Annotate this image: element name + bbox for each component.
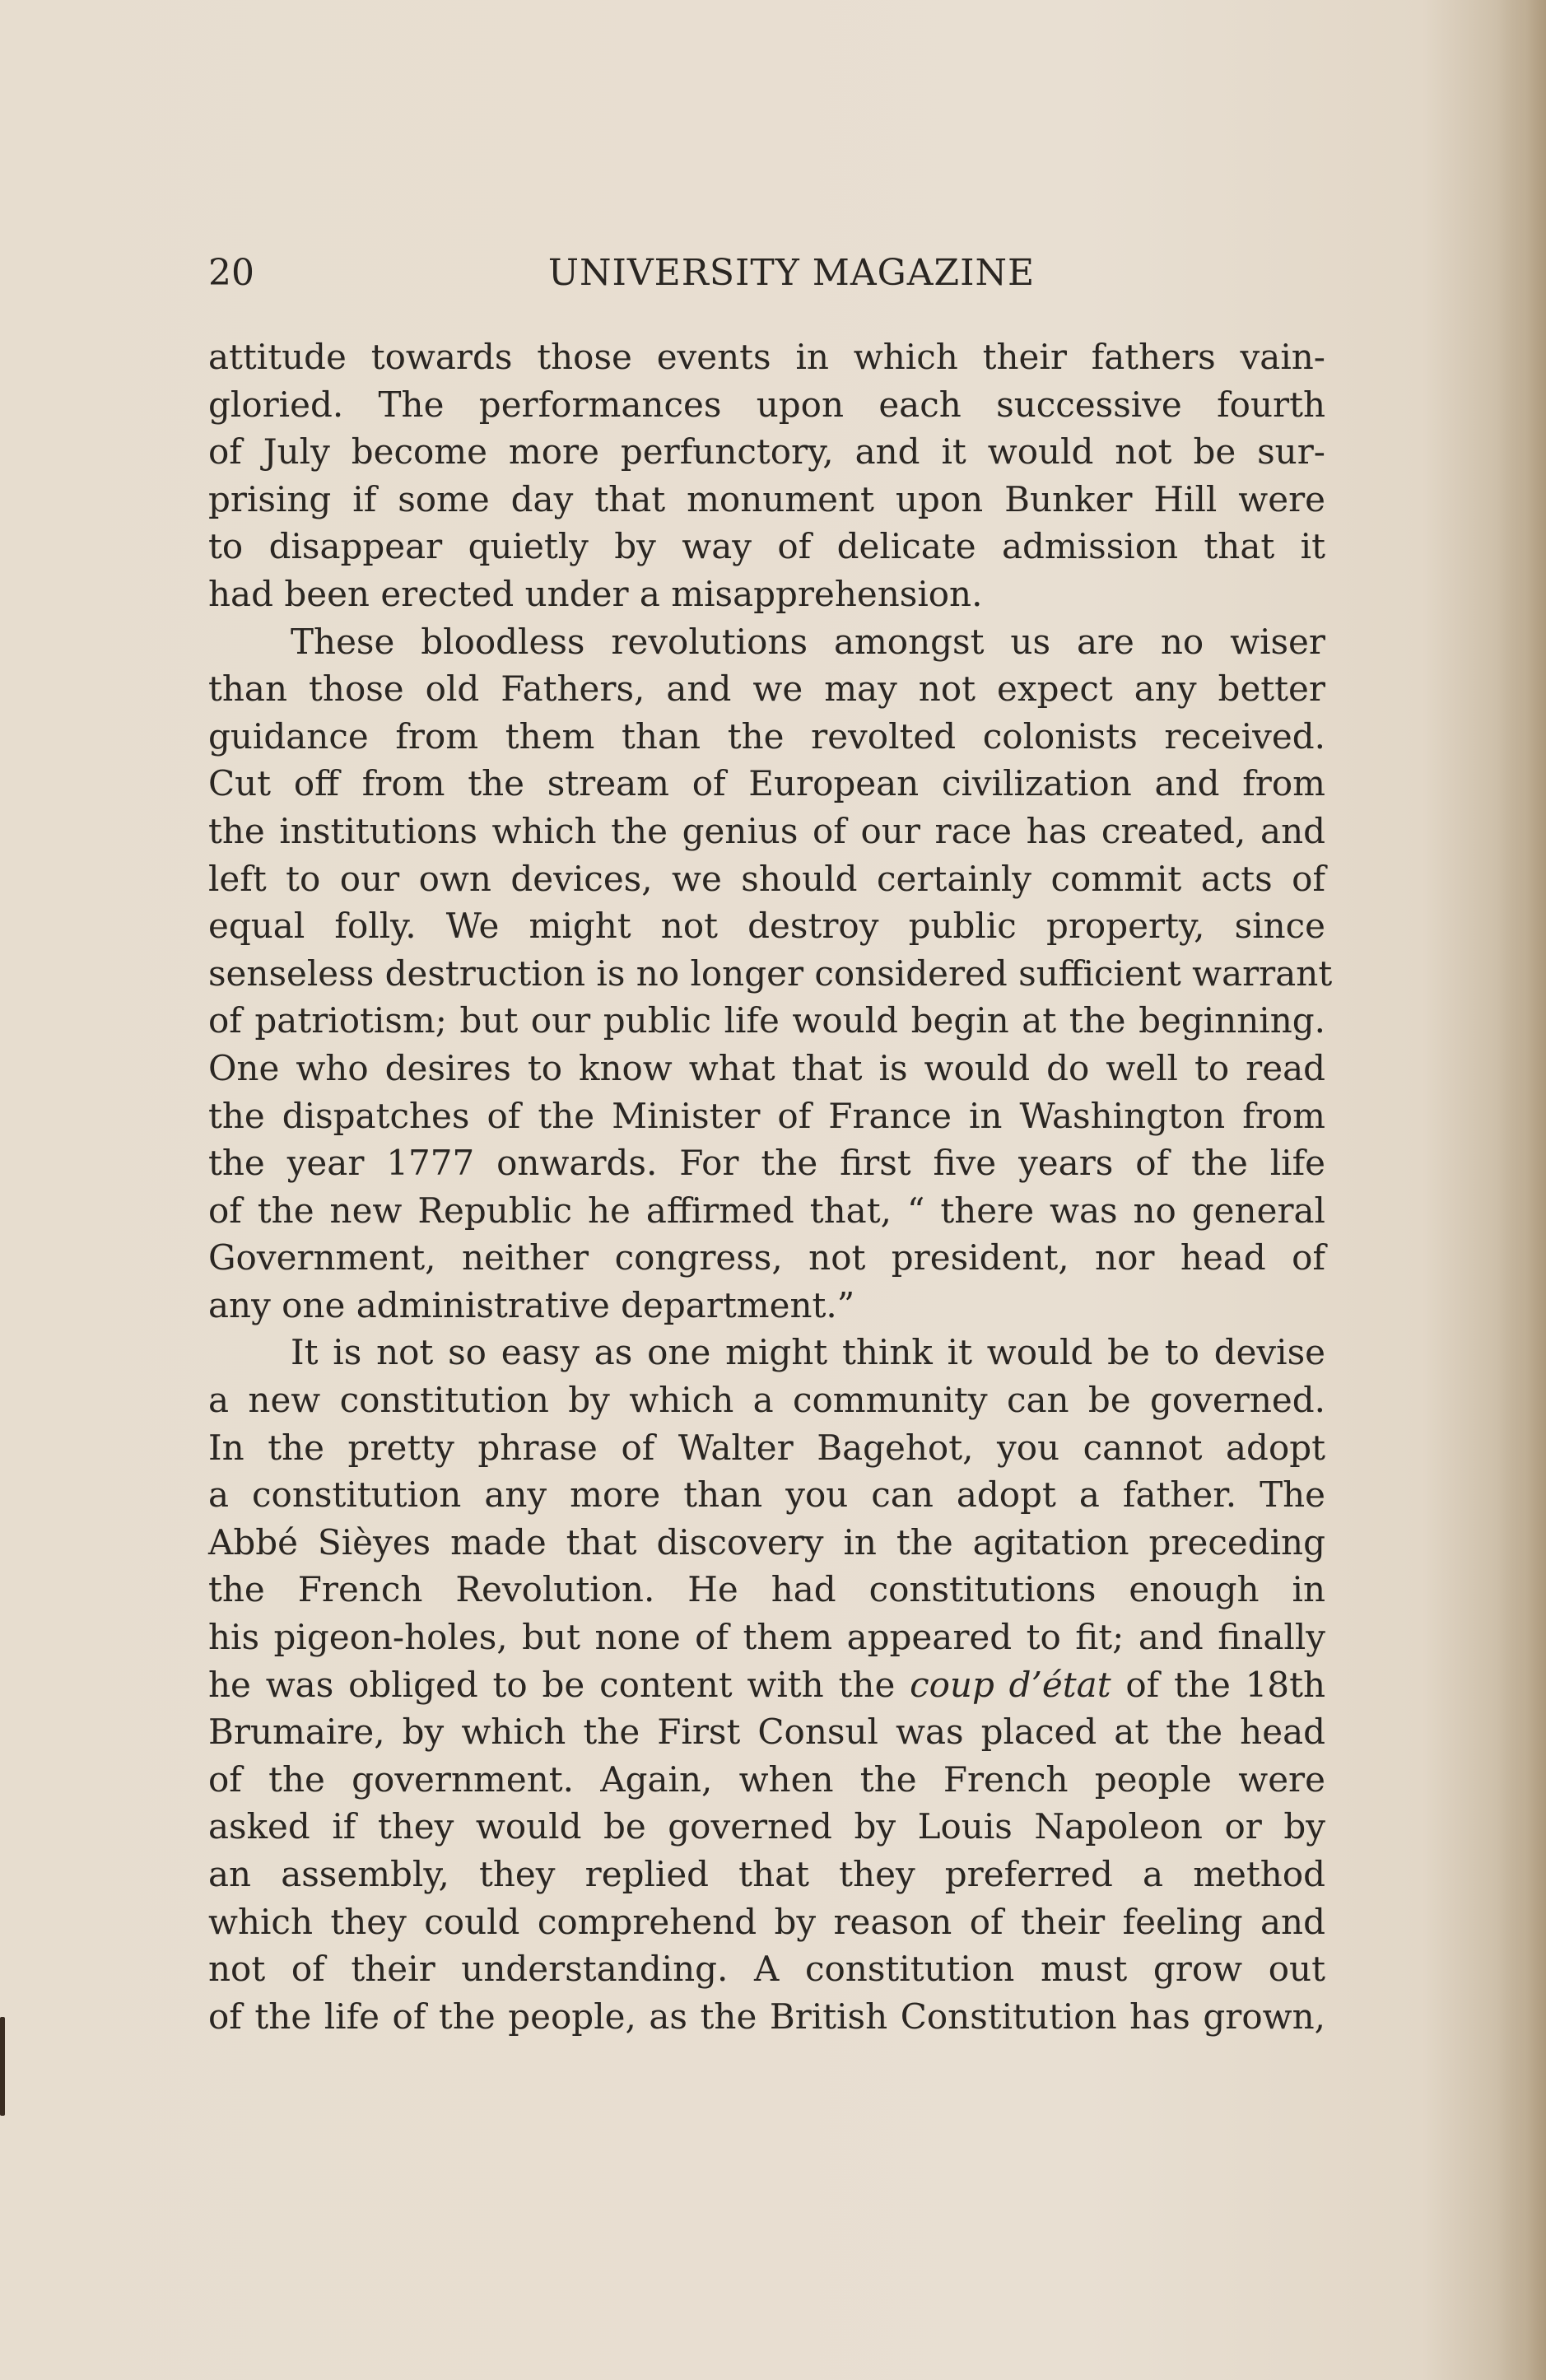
text-line: These bloodless revolutions amongst us are no wiser xyxy=(291,621,1325,662)
text-line: any one administrative department.” xyxy=(208,1284,855,1325)
italic-phrase: coup d’état xyxy=(910,1664,1111,1705)
text-line: Brumaire, by which the First Consul was placed at the head xyxy=(208,1712,1325,1753)
text-line: Cut off from the stream of European civilization and from xyxy=(208,763,1325,804)
page-header xyxy=(208,249,1325,298)
text-line: the dispatches of the Minister of France in Washington from xyxy=(208,1095,1325,1136)
text-line: to disappear quietly by way of delicate admission that it xyxy=(208,526,1325,567)
page-edge-shadow xyxy=(1497,0,1546,2380)
text-line: the year 1777 onwards. For the first five years of the life xyxy=(208,1143,1325,1184)
text-line: equal folly. We might not destroy public property, since xyxy=(208,906,1325,947)
text-line: an assembly, they replied that they preferred a method xyxy=(208,1854,1325,1894)
text-segment: of the 18th xyxy=(1125,1664,1325,1705)
text-line: a new constitution by which a community can be governed. xyxy=(208,1380,1325,1421)
text-line: of the government. Again, when the French people were xyxy=(208,1758,1325,1800)
text-line: of July become more perfunctory, and it would not be sur- xyxy=(208,431,1325,473)
text-line: the French Revolution. He had constitutions enough in xyxy=(208,1569,1325,1610)
text-line: had been erected under a misapprehension. xyxy=(208,573,983,614)
text-line: of patriotism; but our public life would begin at the beginning. xyxy=(208,1000,1325,1041)
text-line: In the pretty phrase of Walter Bagehot, you cannot adopt xyxy=(208,1427,1325,1468)
text-line: asked if they would be governed by Louis Napoleon or by xyxy=(208,1806,1325,1847)
running-title: UNIVERSITY MAGAZINE xyxy=(547,252,1036,294)
text-line: the institutions which the genius of our race has created, and xyxy=(208,810,1325,851)
text-line: his pigeon-holes, but none of them appeared to fit; and finally xyxy=(208,1617,1325,1658)
text-line: attitude towards those events in which their fathers vain- xyxy=(208,337,1325,377)
text-line: a constitution any more than you can adopt a father. The xyxy=(208,1474,1325,1516)
body-text xyxy=(208,333,1333,2040)
binding-mark xyxy=(0,2017,5,2116)
text-line: Abbé Sièyes made that discovery in the agitation preceding xyxy=(208,1521,1325,1563)
text-line: of the life of the people, as the British Constitution has grown, xyxy=(208,1996,1325,2037)
text-line: guidance from them than the revolted colonists received. xyxy=(208,715,1325,757)
text-line-with-italic xyxy=(208,1661,1325,1709)
text-line: not of their understanding. A constitution must grow out xyxy=(208,1949,1325,1990)
text-line: It is not so easy as one might think it would be to devise xyxy=(291,1332,1325,1373)
text-line: of the new Republic he affirmed that, “ there was no general xyxy=(208,1190,1325,1231)
text-line: left to our own devices, we should certainly commit acts of xyxy=(208,858,1325,899)
text-line: Government, neither congress, not president, nor head of xyxy=(208,1237,1325,1278)
text-line: than those old Fathers, and we may not expect any better xyxy=(208,668,1325,710)
text-line: One who desires to know what that is would do well to read xyxy=(208,1047,1325,1088)
text-line: which they could comprehend by reason of their feeling and xyxy=(208,1901,1325,1942)
page-number: 20 xyxy=(208,252,254,294)
text-segment: he was obliged to be content with the xyxy=(208,1664,896,1705)
text-line: prising if some day that monument upon Bunker Hill were xyxy=(208,478,1325,519)
text-line: senseless destruction is no longer considered sufficient warrant xyxy=(208,952,1333,994)
text-line: gloried. The performances upon each successive fourth xyxy=(208,384,1325,425)
